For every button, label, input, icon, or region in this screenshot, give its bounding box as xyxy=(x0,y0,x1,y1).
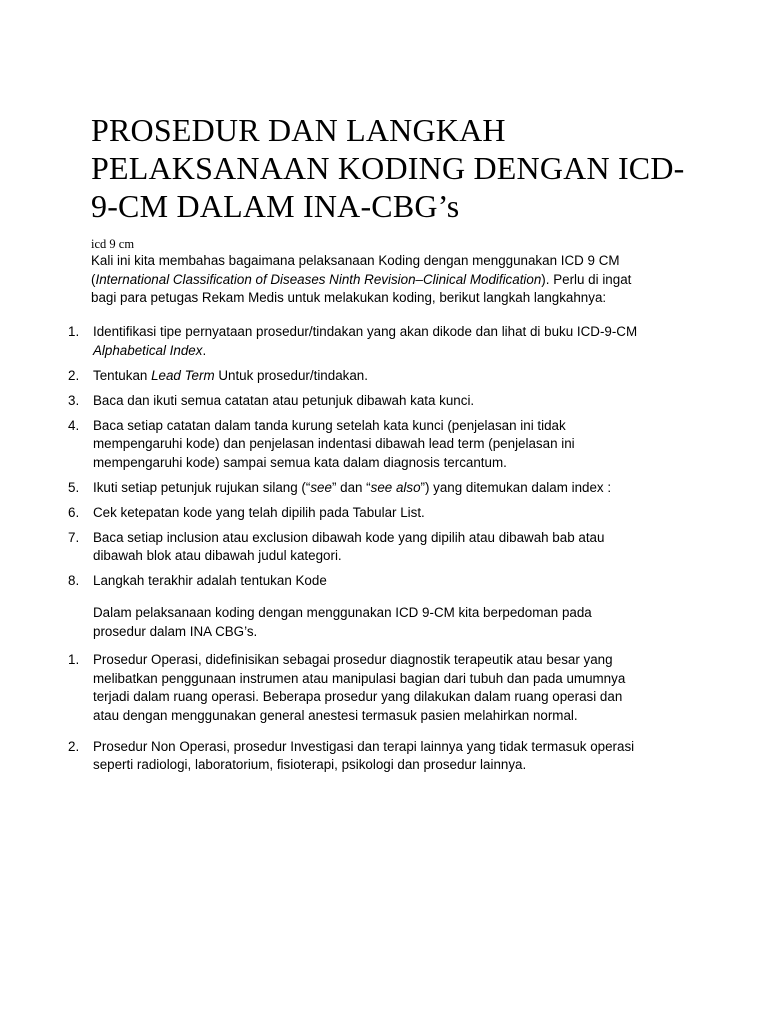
list-item-text: Baca setiap catatan dalam tanda kurung setelah kata kunci (penjelasan ini tidak xyxy=(93,417,566,433)
list-item-text: Prosedur Operasi, didefinisikan sebagai prosedur diagnostik terapeutik atau besar yang xyxy=(93,652,613,667)
list-number: 5. xyxy=(68,479,80,495)
italic-term: Lead Term xyxy=(151,367,215,383)
list-item xyxy=(68,572,708,591)
intro-line: bagi para petugas Rekam Medis untuk melakukan koding, berikut langkah langkahnya: xyxy=(91,290,607,305)
title-line: 9-CM DALAM INA-CBG’s xyxy=(91,188,460,224)
list-item-text: atau dengan menggunakan general anestesi termasuk pasien melahirkan normal. xyxy=(93,707,578,723)
title-line: PROSEDUR DAN LANGKAH xyxy=(91,112,506,148)
list-item-text: mempengaruhi kode) sampai semua kata dalam diagnosis tercantum. xyxy=(93,454,507,470)
italic-term: see also xyxy=(370,479,421,495)
list-item-text: Baca setiap inclusion atau exclusion dibawah kode yang dipilih atau dibawah bab atau xyxy=(93,529,605,545)
list-item-text: Langkah terakhir adalah tentukan Kode xyxy=(93,573,327,588)
italic-term: see xyxy=(310,479,332,495)
coding-steps-list xyxy=(68,323,708,597)
list-item-text: dibawah blok atau dibawah judul kategori. xyxy=(93,548,342,563)
intro-paragraph xyxy=(91,252,691,308)
list-item xyxy=(68,738,708,775)
list-number: 6. xyxy=(68,504,80,520)
list-item xyxy=(68,504,708,523)
list-item xyxy=(68,651,708,725)
list-number: 2. xyxy=(68,738,80,754)
list-item-text: Prosedur Non Operasi, prosedur Investigasi dan terapi lainnya yang tidak termasuk operasi xyxy=(93,738,635,754)
intro-italic-term: International Classification of Diseases Ninth Revision–Clinical Modification xyxy=(95,271,542,287)
list-item-text: mempengaruhi kode) dan penjelasan indentasi dibawah lead term (penjelasan ini xyxy=(93,436,575,451)
note-line: prosedur dalam INA CBG’s. xyxy=(93,623,258,639)
list-item-text: Alphabetical Index. xyxy=(93,342,207,358)
list-item xyxy=(68,323,708,360)
list-item xyxy=(68,367,708,386)
list-item-text: Baca dan ikuti semua catatan atau petunjuk dibawah kata kunci. xyxy=(93,392,475,408)
list-item-text: Cek ketepatan kode yang telah dipilih pada Tabular List. xyxy=(93,504,425,520)
italic-term: Alphabetical Index xyxy=(93,342,203,358)
intro-line: (International Classification of Diseases Ninth Revision–Clinical Modification). Perlu di ingat xyxy=(91,271,632,287)
list-number: 2. xyxy=(68,367,80,383)
list-item-text: Identifikasi tipe pernyataan prosedur/tindakan yang akan dikode dan lihat di buku ICD-9-CM xyxy=(93,324,638,339)
list-number: 3. xyxy=(68,392,80,408)
tag-label: icd 9 cm xyxy=(91,237,135,251)
list-item xyxy=(68,392,708,411)
list-number: 8. xyxy=(68,573,80,588)
note-line: Dalam pelaksanaan koding dengan menggunakan ICD 9-CM kita berpedoman pada xyxy=(93,605,592,620)
list-item-text: terjadi dalam ruang operasi. Beberapa prosedur yang dilakukan dalam ruang operasi dan xyxy=(93,689,623,704)
list-number: 4. xyxy=(68,417,80,433)
list-number: 7. xyxy=(68,529,80,545)
list-item-text: seperti radiologi, laboratorium, fisioterapi, psikologi dan prosedur lainnya. xyxy=(93,757,527,772)
list-item-text: Tentukan Lead Term Untuk prosedur/tindakan. xyxy=(93,367,368,383)
note-paragraph xyxy=(93,604,693,641)
intro-line: Kali ini kita membahas bagaimana pelaksanaan Koding dengan menggunakan ICD 9 CM xyxy=(91,253,620,268)
list-item xyxy=(68,417,708,473)
page-title xyxy=(91,111,731,225)
list-item-text: Ikuti setiap petunjuk rujukan silang (“see” dan “see also”) yang ditemukan dalam index : xyxy=(93,479,612,495)
list-item xyxy=(68,479,708,498)
procedure-types-list xyxy=(68,651,708,787)
list-item xyxy=(68,529,708,566)
title-line: PELAKSANAAN KODING DENGAN ICD- xyxy=(91,150,685,186)
list-number: 1. xyxy=(68,324,80,339)
list-item-text: melibatkan penggunaan instrumen atau manipulasi bagian dari tubuh dan pada umumnya xyxy=(93,670,626,686)
list-number: 1. xyxy=(68,652,80,667)
